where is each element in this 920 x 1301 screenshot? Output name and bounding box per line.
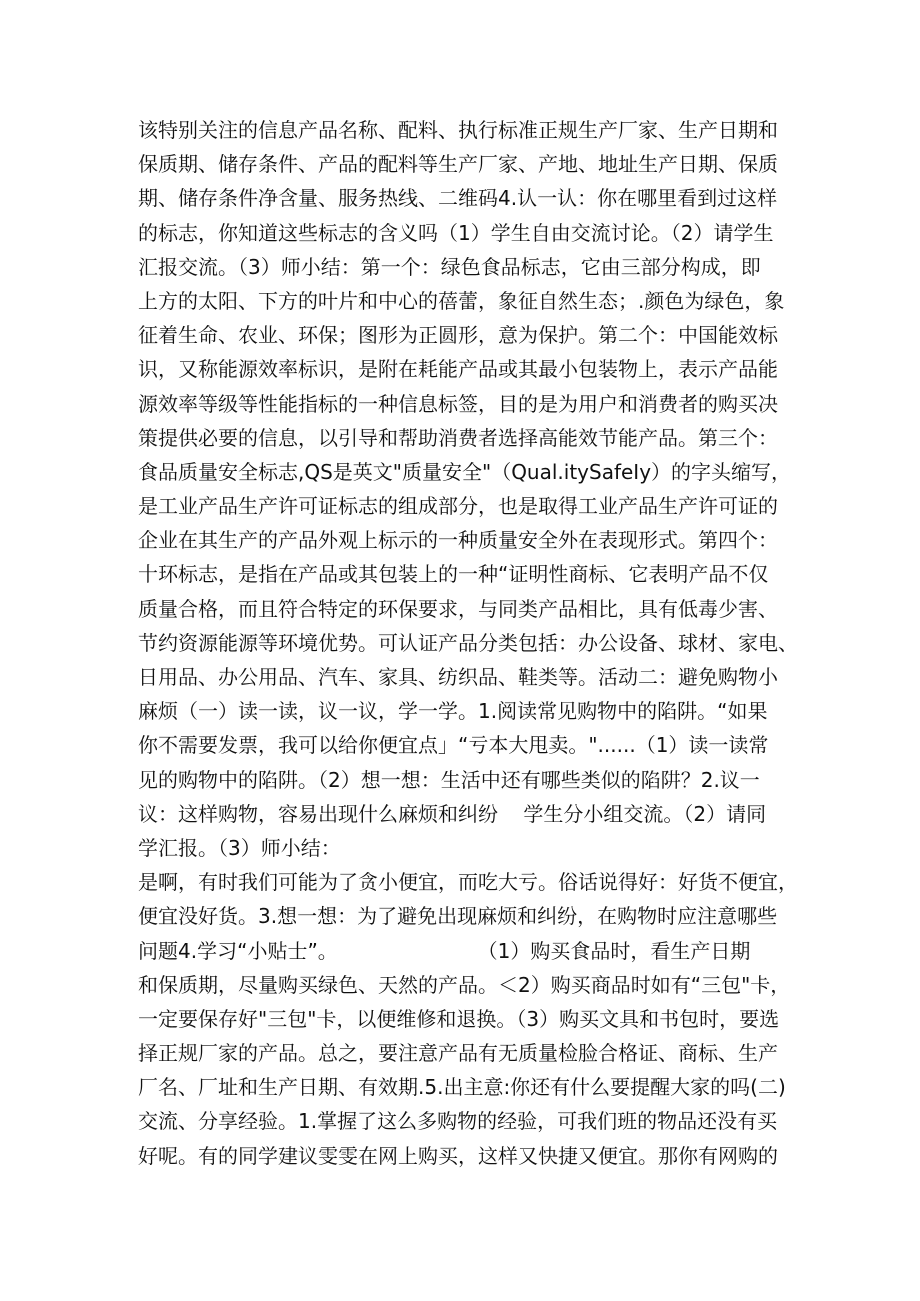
text-line: 便宜没好货。3.想一想：为了避免出现麻烦和纠纷，在购物时应注意哪些 xyxy=(138,904,778,929)
text-line: 厂名、厂址和生产日期、有效期.5.出主意:你还有什么要提醒大家的吗(二) xyxy=(138,1075,786,1100)
text-line: 交流、分享经验。1.掌握了这么多购物的经验，可我们班的物品还没有买 xyxy=(138,1109,778,1134)
text-line: 择正规厂家的产品。总之，要注意产品有无质量检脸合格证、商标、生产 xyxy=(138,1041,778,1066)
text-line: 该特别关注的信息产品名称、配料、执行标准正规生产厂家、生产日期和 xyxy=(138,118,778,142)
text-line: 策提供必要的信息，以引导和帮助消费者选择高能效节能产品。第三个： xyxy=(138,425,778,450)
text-line: 一定要保存好"三包"卡，以便维修和退换。（3）购买文具和书包时，要选 xyxy=(138,1006,780,1031)
text-line: 质量合格，而且符合特定的环保要求，与同类产品相比，具有低毒少害、 xyxy=(138,596,778,621)
text-line: 保质期、储存条件、产品的配料等生产厂家、产地、地址生产日期、保质 xyxy=(138,152,778,177)
text-line: 节约资源能源等环境优势。可认证产品分类包括：办公设备、球材、家电、 xyxy=(138,630,798,655)
text-line: 是工业产品生产许可证标志的组成部分，也是取得工业产品生产许可证的 xyxy=(138,494,778,519)
text-line: 好呢。有的同学建议雯雯在网上购买，这样又快捷又便宜。那你有网购的 xyxy=(138,1143,778,1168)
text-line: 是啊，有时我们可能为了贪小便宜，而吃大亏。俗话说得好：好货不便宜， xyxy=(138,870,798,895)
text-line: 见的购物中的陷阱。（2）想一想：生活中还有哪些类似的陷阱？2.议一 xyxy=(138,767,760,792)
text-line: 的标志，你知道这些标志的含义吗（1）学生自由交流讨论。（2）请学生 xyxy=(138,220,774,245)
text-line: 问题4.学习“小贴士”。 （1）购买食品时，看生产日期 xyxy=(138,938,751,963)
text-line: 和保质期，尽量购买绿色、天然的产品。＜2）购买商品时如有“三包"卡， xyxy=(138,972,791,997)
document-body xyxy=(138,113,798,1173)
text-line: 麻烦（一）读一读，议一议，学一学。1.阅读常见购物中的陷阱。“如果 xyxy=(138,699,768,724)
text-line: 企业在其生产的产品外观上标示的一种质量安全外在表现形式。第四个： xyxy=(138,528,778,553)
text-line: 上方的太阳、下方的叶片和中心的蓓蕾，象征自然生态；.颜色为绿色，象 xyxy=(138,288,785,313)
text-line: 你不需要发票，我可以给你便宜点」“亏本大甩卖。"......（1）读一读常 xyxy=(138,733,769,758)
text-line: 汇报交流。（3）师小结：第一个：绿色食品标志，它由三部分构成，即 xyxy=(138,254,761,279)
text-line: 十环标志，是指在产品或其包装上的一种“证明性商标、它表明产品不仅 xyxy=(138,562,769,587)
text-line: 期、储存条件净含量、服务热线、二维码4.认一认：你在哪里看到过这样 xyxy=(138,186,778,211)
text-line: 议：这样购物，容易出现什么麻烦和纠纷 学生分小组交流。（2）请同 xyxy=(138,801,767,826)
text-line: 日用品、办公用品、汽车、家具、纺织品、鞋类等。活动二：避免购物小 xyxy=(138,665,778,689)
text-line: 学汇报。（3）师小结： xyxy=(138,835,341,860)
text-line: 征着生命、农业、环保；图形为正圆形，意为保护。第二个：中国能效标 xyxy=(138,323,778,348)
text-line: 食品质量安全标志,QS是英文"质量安全"（Qual.itySafeIy）的字头缩写， xyxy=(138,459,792,484)
text-line: 源效率等级等性能指标的一种信息标签，目的是为用户和消费者的购买决 xyxy=(138,391,778,416)
text-line: 识，又称能源效率标识，是附在耗能产品或其最小包装物上，表示产品能 xyxy=(138,357,778,382)
